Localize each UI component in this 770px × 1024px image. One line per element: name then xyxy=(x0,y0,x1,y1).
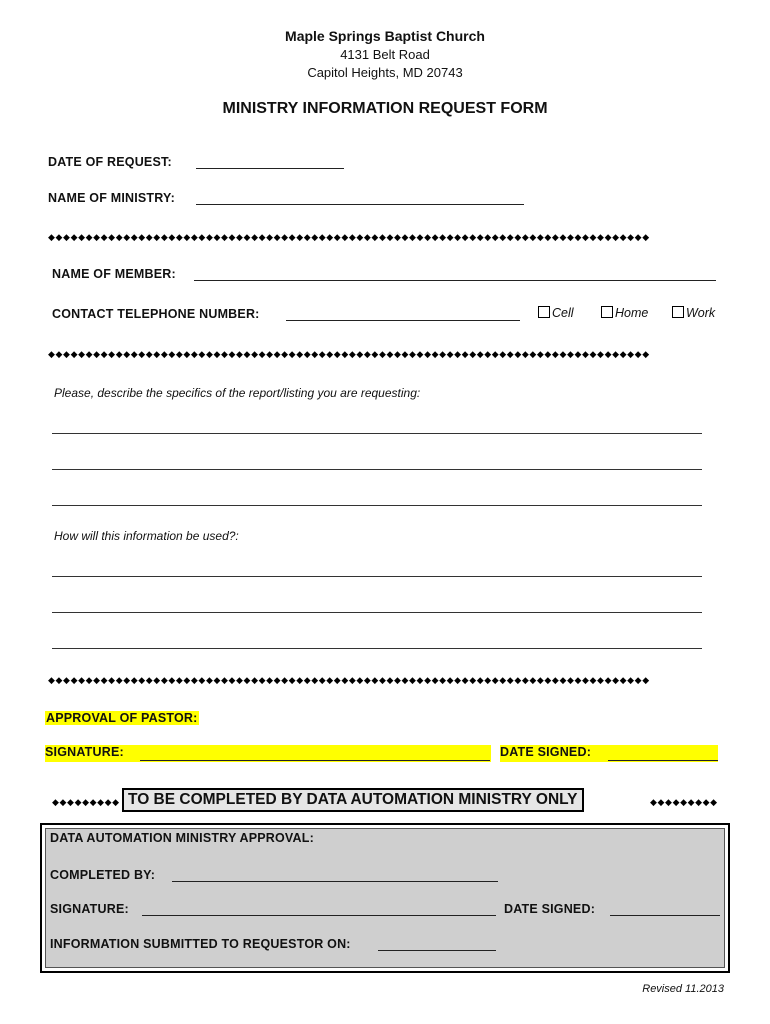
form-title: MINISTRY INFORMATION REQUEST FORM xyxy=(222,100,548,117)
pastor-signature-field[interactable] xyxy=(140,760,490,761)
submitted-on-field[interactable] xyxy=(378,950,496,951)
date-of-request-field[interactable] xyxy=(196,168,344,169)
contact-phone-label: CONTACT TELEPHONE NUMBER: xyxy=(52,307,260,321)
usage-line-1[interactable] xyxy=(52,576,702,577)
usage-line-3[interactable] xyxy=(52,648,702,649)
diamond-divider: ◆◆◆◆◆◆◆◆◆◆◆◆◆◆◆◆◆◆◆◆◆◆◆◆◆◆◆◆◆◆◆◆◆◆◆◆◆◆◆◆◆◆◆◆◆◆◆◆◆◆◆◆◆◆◆◆◆◆◆◆◆◆◆◆◆◆◆◆◆◆◆◆◆◆◆◆◆◆◆◆ xyxy=(48,232,650,242)
describe-line-1[interactable] xyxy=(52,433,702,434)
data-automation-banner: TO BE COMPLETED BY DATA AUTOMATION MINISTRY ONLY xyxy=(122,788,584,812)
revised-note: Revised 11.2013 xyxy=(642,983,724,995)
data-automation-approval-label: DATA AUTOMATION MINISTRY APPROVAL: xyxy=(50,831,314,845)
name-of-member-field[interactable] xyxy=(194,280,716,281)
describe-line-3[interactable] xyxy=(52,505,702,506)
usage-question: How will this information be used?: xyxy=(54,529,239,543)
diamond-divider: ◆◆◆◆◆◆◆◆◆◆◆◆◆◆◆◆◆◆◆◆◆◆◆◆◆◆◆◆◆◆◆◆◆◆◆◆◆◆◆◆◆◆◆◆◆◆◆◆◆◆◆◆◆◆◆◆◆◆◆◆◆◆◆◆◆◆◆◆◆◆◆◆◆◆◆◆◆◆◆◆ xyxy=(48,675,650,685)
completed-by-label: COMPLETED BY: xyxy=(50,868,156,882)
name-of-ministry-label: NAME OF MINISTRY: xyxy=(48,191,176,205)
name-of-member-label: NAME OF MEMBER: xyxy=(52,267,176,281)
contact-phone-field[interactable] xyxy=(286,320,520,321)
cell-option[interactable]: Cell xyxy=(538,306,574,320)
banner-diamonds-left: ◆◆◆◆◆◆◆◆◆ xyxy=(52,797,120,807)
pastor-date-signed-field[interactable] xyxy=(608,760,718,761)
church-name: Maple Springs Baptist Church xyxy=(285,28,485,44)
submitted-on-label: INFORMATION SUBMITTED TO REQUESTOR ON: xyxy=(50,937,351,951)
completed-by-field[interactable] xyxy=(172,881,498,882)
describe-line-2[interactable] xyxy=(52,469,702,470)
home-option[interactable]: Home xyxy=(601,306,648,320)
home-checkbox-icon[interactable] xyxy=(601,306,613,318)
address-line-2: Capitol Heights, MD 20743 xyxy=(307,65,463,80)
work-option[interactable]: Work xyxy=(672,306,715,320)
da-date-signed-label: DATE SIGNED: xyxy=(504,902,596,916)
address-line-1: 4131 Belt Road xyxy=(340,47,430,62)
approval-of-pastor-title: APPROVAL OF PASTOR: xyxy=(46,711,198,725)
usage-line-2[interactable] xyxy=(52,612,702,613)
date-of-request-label: DATE OF REQUEST: xyxy=(48,155,172,169)
pastor-signature-label: SIGNATURE: xyxy=(45,745,124,759)
banner-diamonds-right: ◆◆◆◆◆◆◆◆◆ xyxy=(650,797,718,807)
describe-question: Please, describe the specifics of the report/listing you are requesting: xyxy=(54,386,421,400)
da-signature-field[interactable] xyxy=(142,915,496,916)
diamond-divider: ◆◆◆◆◆◆◆◆◆◆◆◆◆◆◆◆◆◆◆◆◆◆◆◆◆◆◆◆◆◆◆◆◆◆◆◆◆◆◆◆◆◆◆◆◆◆◆◆◆◆◆◆◆◆◆◆◆◆◆◆◆◆◆◆◆◆◆◆◆◆◆◆◆◆◆◆◆◆◆◆ xyxy=(48,349,650,359)
cell-checkbox-icon[interactable] xyxy=(538,306,550,318)
pastor-date-signed-label: DATE SIGNED: xyxy=(500,745,592,759)
work-checkbox-icon[interactable] xyxy=(672,306,684,318)
da-date-signed-field[interactable] xyxy=(610,915,720,916)
name-of-ministry-field[interactable] xyxy=(196,204,524,205)
da-signature-label: SIGNATURE: xyxy=(50,902,129,916)
